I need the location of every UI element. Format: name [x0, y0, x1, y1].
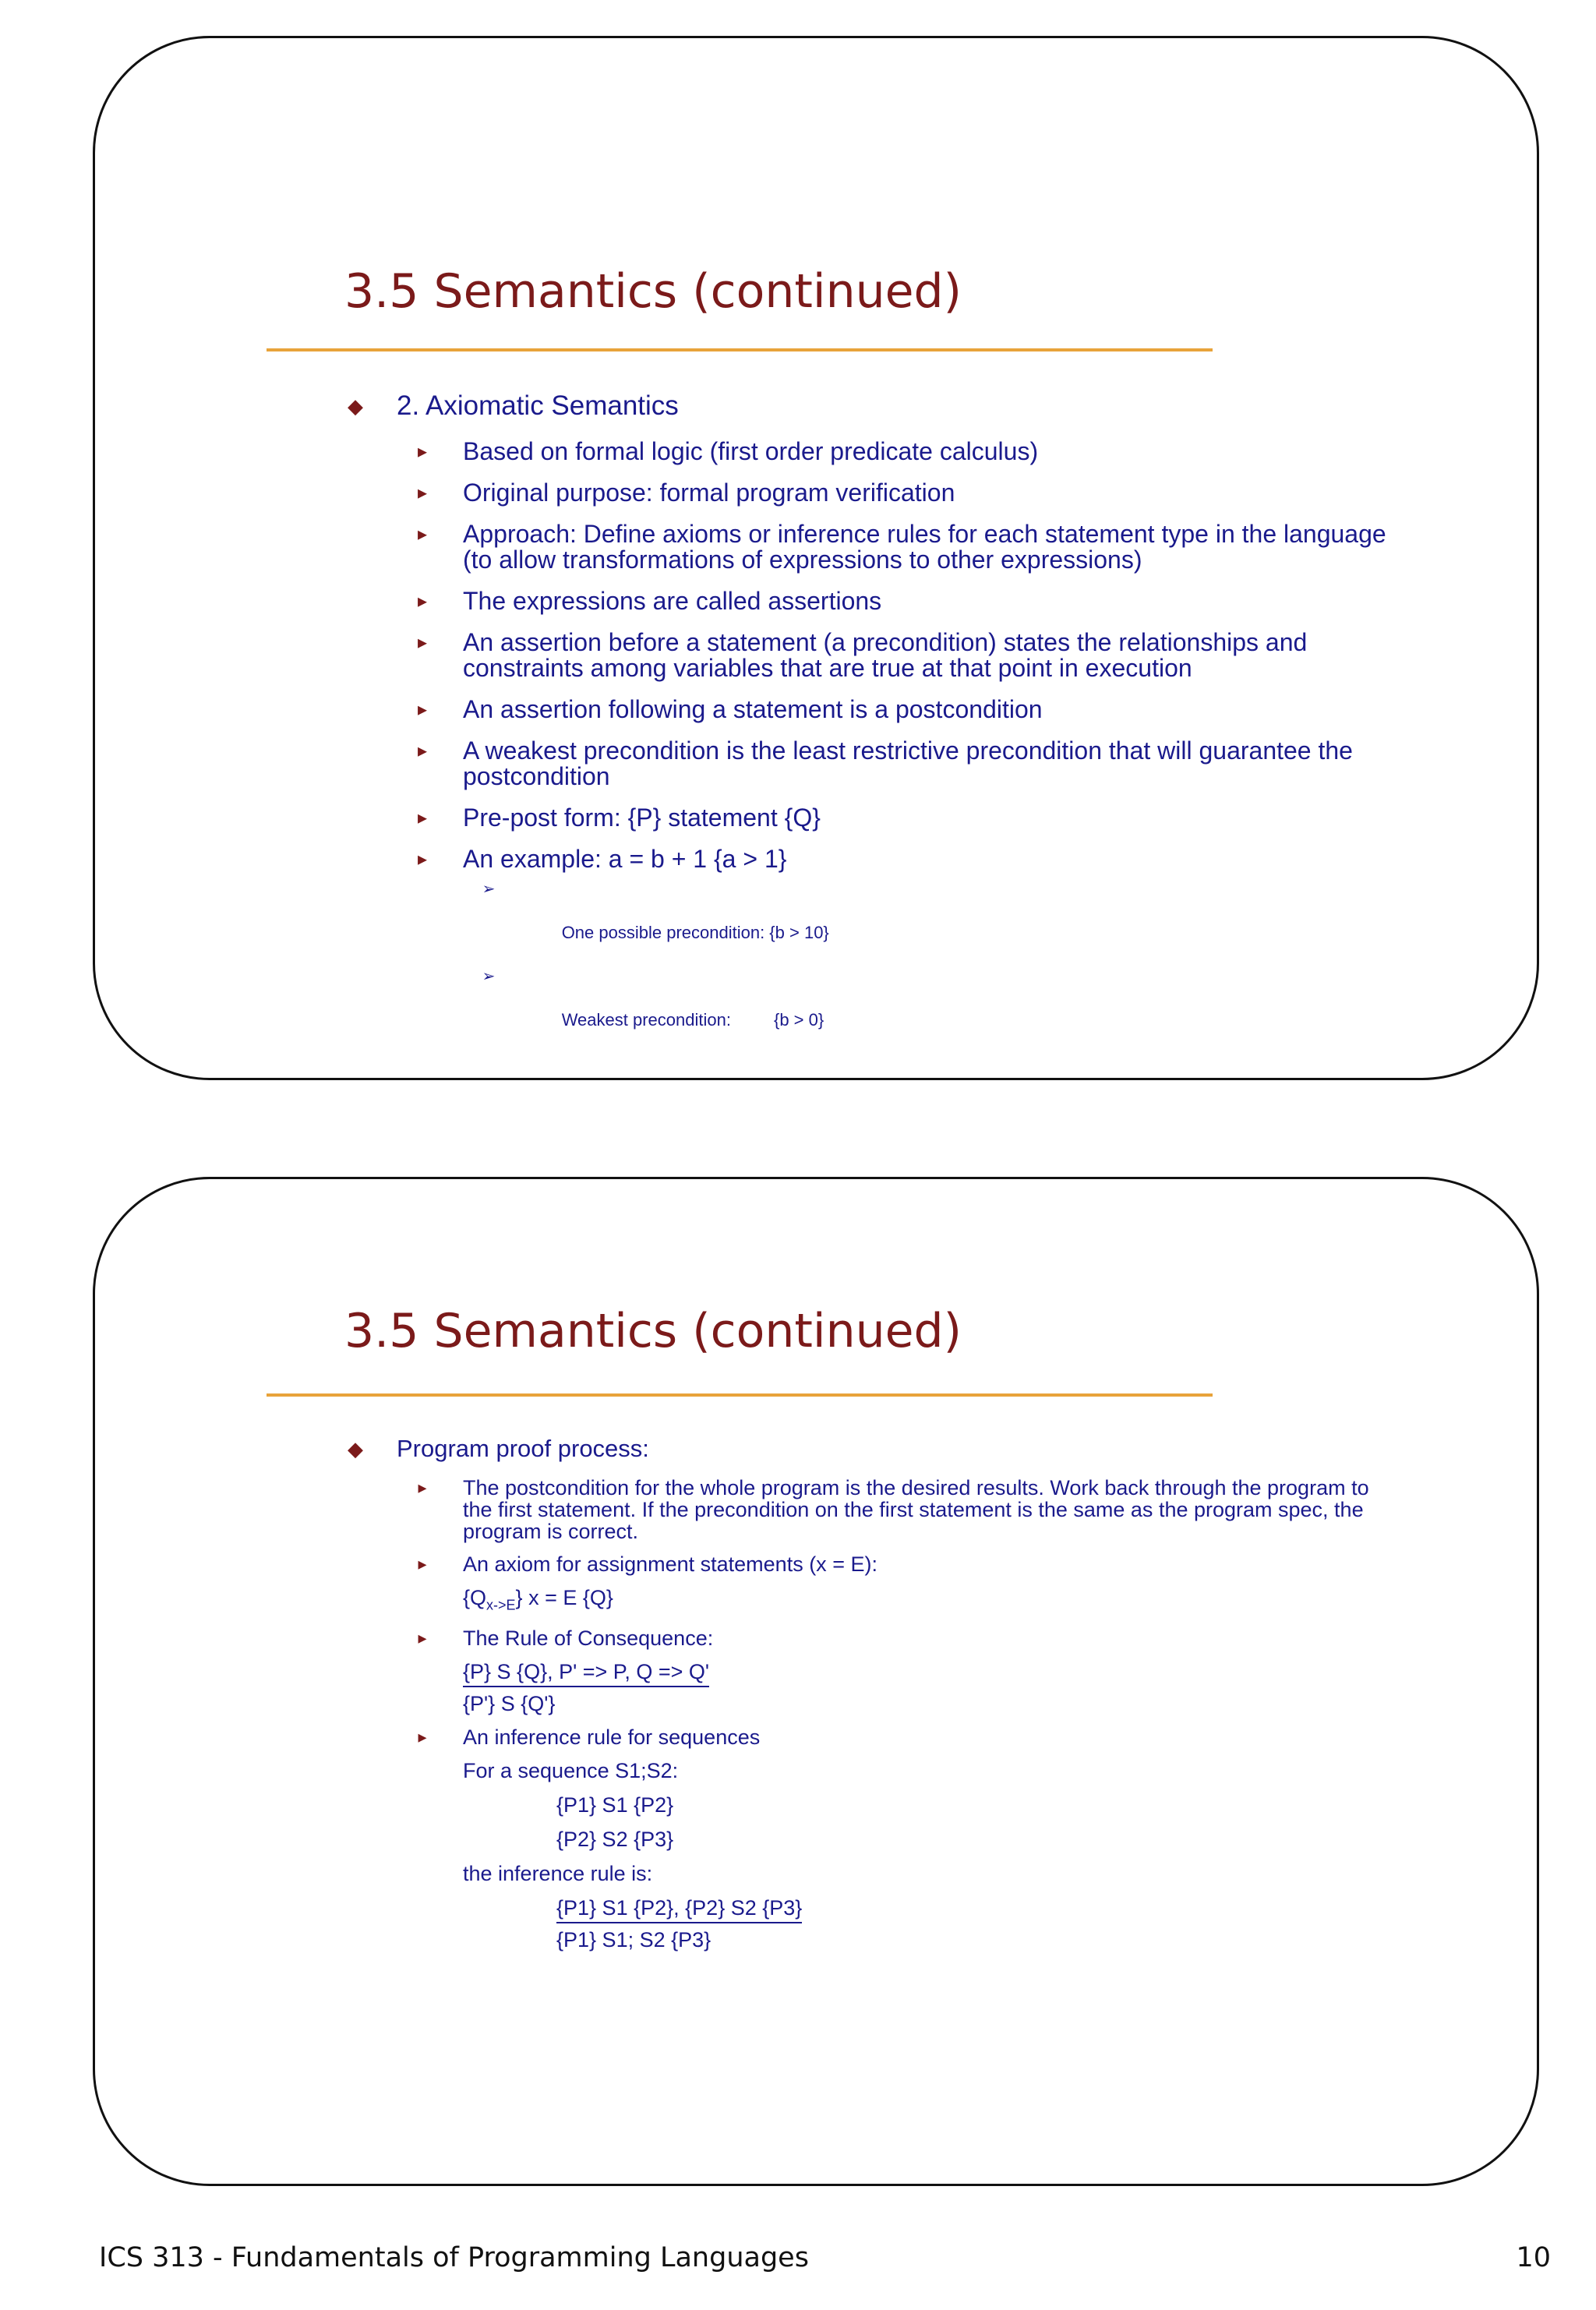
list-item: [95, 439, 1390, 464]
consequence-numerator: [95, 1660, 1537, 1687]
list-item-text: Based on formal logic (first order predicate calculus): [463, 437, 1039, 465]
sub-list-item: [95, 966, 1537, 1053]
footer-page-number: 10: [1516, 2242, 1551, 2273]
triangle-right-icon: ▸: [417, 524, 428, 545]
list-item-text: A weakest precondition is the least restrictive precondition that will guarantee the postcondition: [463, 736, 1353, 790]
heading-text: 2. Axiomatic Semantics: [397, 390, 679, 421]
triangle-right-icon: ▸: [417, 699, 428, 720]
arrowhead-icon: ➢: [482, 968, 496, 985]
triangle-right-icon: ▸: [418, 1554, 427, 1574]
list-item-text: The postcondition for the whole program is the desired results. Work back through the program to the first statement. If the precondition on the first statement is the same as the program spec, the program is correct.: [463, 1476, 1369, 1543]
list-item: [95, 1726, 1390, 1748]
slide-title: 3.5 Semantics (continued): [344, 1304, 962, 1358]
slide-body: [95, 1433, 1537, 1951]
diamond-icon: ◆: [348, 394, 363, 418]
heading-axiomatic-semantics: [95, 390, 1537, 422]
triangle-right-icon: ▸: [417, 482, 428, 503]
list-item: [95, 480, 1390, 506]
title-divider: [267, 1393, 1213, 1397]
list-item-text: Original purpose: formal program verification: [463, 479, 955, 507]
list-item-text: Approach: Define axioms or inference rules for each statement type in the language (to allow transformations of expressions to other expressions): [463, 520, 1386, 574]
slide-title: 3.5 Semantics (continued): [344, 264, 962, 319]
sub-list-item-text: Weakest precondition: {b > 0}: [561, 1010, 824, 1030]
rule-numerator: [95, 1896, 1537, 1923]
list-item-text: An assertion following a statement is a postcondition: [463, 695, 1043, 723]
list-item: [95, 846, 1390, 872]
diamond-icon: ◆: [348, 1437, 363, 1461]
sub-list-item: [95, 878, 1537, 966]
rule-intro: the inference rule is:: [463, 1862, 653, 1886]
list-item: [95, 1477, 1390, 1542]
list-item: [95, 1627, 1390, 1649]
sequence-line-2: {P2} S2 {P3}: [556, 1828, 674, 1852]
triangle-right-icon: ▸: [417, 807, 428, 828]
heading-program-proof: [95, 1433, 1537, 1464]
sub-list-item-text: One possible precondition: {b > 10}: [561, 923, 829, 942]
list-item: [95, 697, 1390, 722]
list-item: [95, 1553, 1390, 1575]
triangle-right-icon: ▸: [418, 1727, 427, 1747]
footer-course-title: ICS 313 - Fundamentals of Programming Languages: [99, 2242, 809, 2273]
triangle-right-icon: ▸: [417, 740, 428, 761]
triangle-right-icon: ▸: [418, 1478, 427, 1497]
heading-text: Program proof process:: [397, 1435, 649, 1462]
triangle-right-icon: ▸: [417, 441, 428, 462]
list-item-text: An example: a = b + 1 {a > 1}: [463, 845, 787, 873]
list-item: [95, 588, 1390, 614]
list-item: [95, 521, 1390, 573]
axiom-formula: [95, 1586, 1537, 1616]
list-item-text: An assertion before a statement (a precondition) states the relationships and constraints among variables that are true at that point in execution: [463, 628, 1308, 682]
list-item-text: The Rule of Consequence:: [463, 1627, 714, 1651]
triangle-right-icon: ▸: [417, 632, 428, 653]
triangle-right-icon: ▸: [418, 1628, 427, 1648]
list-item-text: The expressions are called assertions: [463, 587, 882, 615]
rule-denominator: {P1} S1; S2 {P3}: [556, 1928, 711, 1952]
consequence-denominator: {P'} S {Q'}: [463, 1692, 556, 1716]
axiom-prefix: {Q: [463, 1586, 487, 1609]
sequence-line-1: {P1} S1 {P2}: [556, 1793, 674, 1817]
slide-body: [95, 390, 1537, 1053]
axiom-subscript: x->E: [486, 1597, 516, 1613]
list-item: [95, 738, 1390, 789]
axiom-suffix: } x = E {Q}: [515, 1586, 613, 1609]
list-item-text: An inference rule for sequences: [463, 1725, 761, 1750]
sequence-intro: For a sequence S1;S2:: [463, 1759, 679, 1783]
slide-1: [93, 36, 1539, 1080]
slide-2: [93, 1177, 1539, 2186]
list-item: [95, 805, 1390, 831]
list-item: [95, 630, 1390, 681]
list-item-text: Pre-post form: {P} statement {Q}: [463, 804, 821, 832]
arrowhead-icon: ➢: [482, 881, 496, 898]
consequence-numerator-text: {P} S {Q}, P' => P, Q => Q': [463, 1660, 709, 1687]
rule-numerator-text: {P1} S1 {P2}, {P2} S2 {P3}: [556, 1896, 802, 1923]
title-divider: [267, 348, 1213, 351]
list-item-text: An axiom for assignment statements (x = E):: [463, 1552, 877, 1576]
triangle-right-icon: ▸: [417, 591, 428, 612]
triangle-right-icon: ▸: [417, 849, 428, 870]
